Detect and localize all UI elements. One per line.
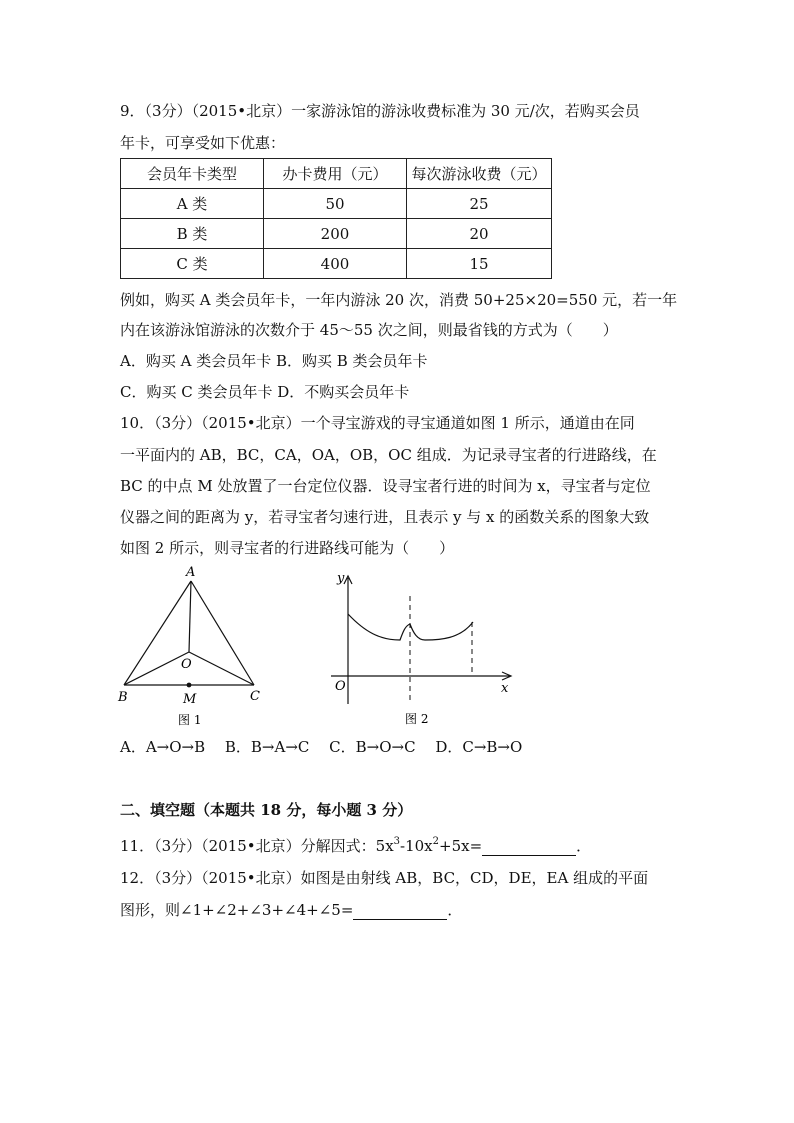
q11-middle-1: -10x [400,837,433,855]
table-cell: 20 [407,219,552,249]
segment-oa [189,581,191,652]
q9-line-2: 年卡，可享受如下优惠： [120,134,286,152]
q11-exponent-2: 2 [432,836,440,847]
q11-suffix: ． [576,837,592,855]
label-x: x [501,681,509,696]
q10-line-3: BC 的中点 M 处放置了一台定位仪器．设寻宝者行进的时间为 x，寻宝者与定位 [120,477,651,495]
label-o: O [181,657,192,672]
point-m [187,683,192,688]
table-cell: C 类 [121,249,264,279]
label-c: C [250,689,260,704]
table-header-cell: 会员年卡类型 [121,159,264,189]
table-row [121,189,552,219]
table-cell: B 类 [121,219,264,249]
table-cell: 200 [264,219,407,249]
q10-line-2: 一平面内的 AB，BC，CA，OA，OB，OC 组成．为记录寻宝者的行进路线，在 [120,446,657,464]
q9-options-line-1: A．购买 A 类会员年卡 B．购买 B 类会员年卡 [120,352,428,370]
q10-line-5: 如图 2 所示，则寻宝者的行进路线可能为（ ） [120,539,455,557]
table-cell: 400 [264,249,407,279]
table-cell: 50 [264,189,407,219]
label-origin: O [335,679,346,694]
label-m: M [183,692,197,707]
q11-prefix: 11．（3分）（2015•北京）分解因式：5x [120,837,394,855]
table-header-cell: 每次游泳收费（元） [407,159,552,189]
q10-line-4: 仪器之间的距离为 y，若寻宝者匀速行进，且表示 y 与 x 的函数关系的图象大致 [120,508,650,526]
figure-1-triangle [110,562,280,732]
table-row [121,249,552,279]
q12-line-2 [120,900,462,920]
figure-1-caption: 图 1 [178,713,202,727]
q12-answer-blank[interactable] [353,903,447,920]
q12-prefix: 图形，则∠1+∠2+∠3+∠4+∠5= [120,901,354,919]
table-cell: 15 [407,249,552,279]
label-b: B [118,690,128,705]
table-cell: 25 [407,189,552,219]
table-header-row [121,159,552,189]
q11-exponent-1: 3 [393,836,401,847]
q9-example-line-1: 例如，购买 A 类会员年卡，一年内游泳 20 次，消费 50+25×20=550 元，若一年 [120,291,678,309]
figure-2-graph [325,562,525,732]
q9-options-line-2: C．购买 C 类会员年卡 D．不购买会员年卡 [120,383,410,401]
q10-options: A．A→O→B B．B→A→C C．B→O→C D．C→B→O [120,738,523,756]
q9-line-1: 9．（3分）（2015•北京）一家游泳馆的游泳收费标准为 30 元/次，若购买会员 [120,102,640,120]
label-a: A [186,565,196,580]
q12-line-1: 12．（3分）（2015•北京）如图是由射线 AB，BC，CD，DE，EA 组成的平面 [120,869,649,887]
q11-line [120,836,591,856]
q11-answer-blank[interactable] [482,839,576,856]
q10-line-1: 10．（3分）（2015•北京）一个寻宝游戏的寻宝通道如图 1 所示，通道由在同 [120,414,635,432]
segment-ob [124,652,189,685]
table-row [121,219,552,249]
table-header-cell: 办卡费用（元） [264,159,407,189]
label-y: y [337,571,345,586]
q11-middle-2: +5x= [439,837,483,855]
q9-example-line-2: 内在该游泳馆游泳的次数介于 45～55 次之间，则最省钱的方式为（ ） [120,321,618,339]
section-2-title: 二、填空题（本题共 18 分，每小题 3 分） [120,801,413,819]
figure-2-caption: 图 2 [405,712,429,726]
membership-fee-table [120,158,552,279]
q12-suffix: ． [447,901,463,919]
table-cell: A 类 [121,189,264,219]
